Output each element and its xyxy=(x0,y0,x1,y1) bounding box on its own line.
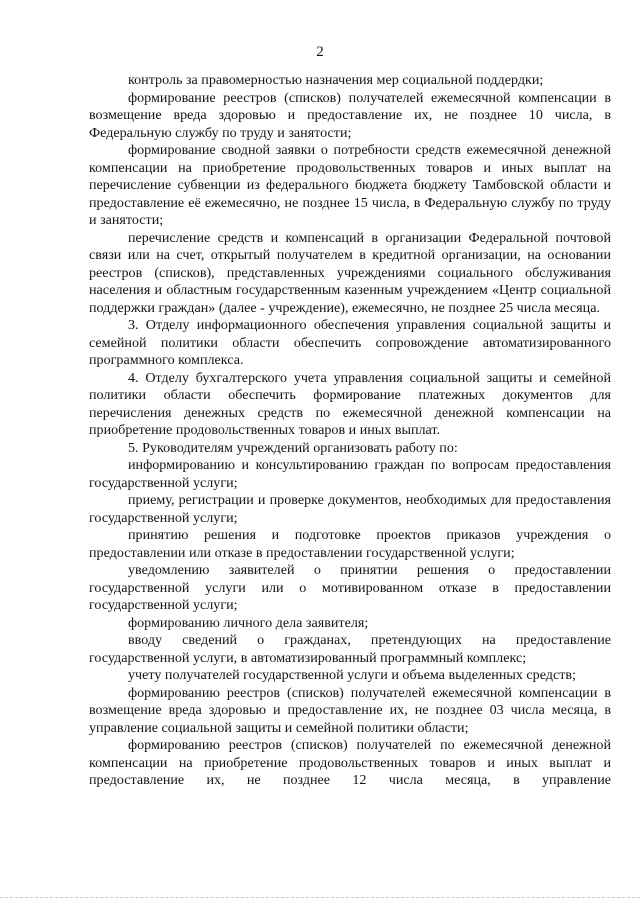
paragraph-control: контроль за правомерностью назначения мер социальной поддердки; xyxy=(128,72,544,88)
paragraph-item-4: 4. Отделу бухгалтерского учета управления социальной защиты и семейной политики области обеспечить формирование платежных документов для перечисления денежных средств по ежемесячной денежной компенсации на приобретение продовольственных товаров и иных выплат. xyxy=(89,369,611,438)
page-bottom-edge xyxy=(0,897,640,898)
paragraph-data-entry: вводу сведений о гражданах, претендующих на предоставление государственной услуги, в автоматизированный программный комплекс; xyxy=(89,632,611,666)
paragraph-notification: уведомлению заявителей о принятии решения о предоставлении государственной услуги или о мотивированном отказе в предоставлении государственной услуги; xyxy=(89,562,611,613)
paragraph-item-3: 3. Отделу информационного обеспечения управления социальной защиты и семейной политики области обеспечить сопровождение автоматизированного программного комплекса. xyxy=(89,317,611,368)
paragraph-summary-request: формирование сводной заявки о потребности средств ежемесячной денежной компенсации на приобретение продовольственных товаров и иных выплат на перечисление субвенции из федерального бюджета бюджету Тамбовской области и предоставление её ежемесячно, не позднее 15 числа, в Федеральную службу по труду и занятости; xyxy=(89,142,611,228)
paragraph-registry-harm: формирование реестров (списков) получателей ежемесячной компенсации в возмещение вреда здоровью и предоставление их, не позднее 10 числа, в Федеральную службу по труду и занятости; xyxy=(89,89,611,141)
paragraph-registry-food: формированию реестров (списков) получателей по ежемесячной денежной компенсации на приобретение продовольственных товаров и иных выплат и предоставление их, не позднее 12 числа месяца, в управление xyxy=(89,737,611,788)
paragraph-accounting: учету получателей государственной услуги и объема выделенных средств; xyxy=(128,667,576,683)
paragraph-registry-harm-2: формированию реестров (списков) получателей ежемесячной компенсации в возмещение вреда здоровью и предоставление их, не позднее 03 числа месяца, в управление социальной защиты и семейной политики области; xyxy=(89,684,611,736)
page-number: 2 xyxy=(316,44,324,60)
paragraph-transfer-funds: перечисление средств и компенсаций в организации Федеральной почтовой связи или на счет, открытый получателем в кредитной организации, на основании реестров (списков), представленных учреждениями социального обслуживания населения и областным государственным казенным учреждением «Центр социальной поддержки граждан» (далее - учреждение), ежемесячно, не позднее 25 числа месяца. xyxy=(89,229,611,316)
document-body xyxy=(89,72,611,790)
paragraph-personal-file: формированию личного дела заявителя; xyxy=(128,614,369,631)
paragraph-reception: приему, регистрации и проверке документов, необходимых для предоставления государственной услуги; xyxy=(89,492,611,526)
paragraph-informing: информированию и консультированию граждан по вопросам предоставления государственной услуги; xyxy=(89,457,611,491)
paragraph-item-5: 5. Руководителям учреждений организовать работу по: xyxy=(128,439,458,456)
paragraph-decision: принятию решения и подготовке проектов приказов учреждения о предоставлении или отказе в предоставлении государственной услуги; xyxy=(89,527,611,561)
